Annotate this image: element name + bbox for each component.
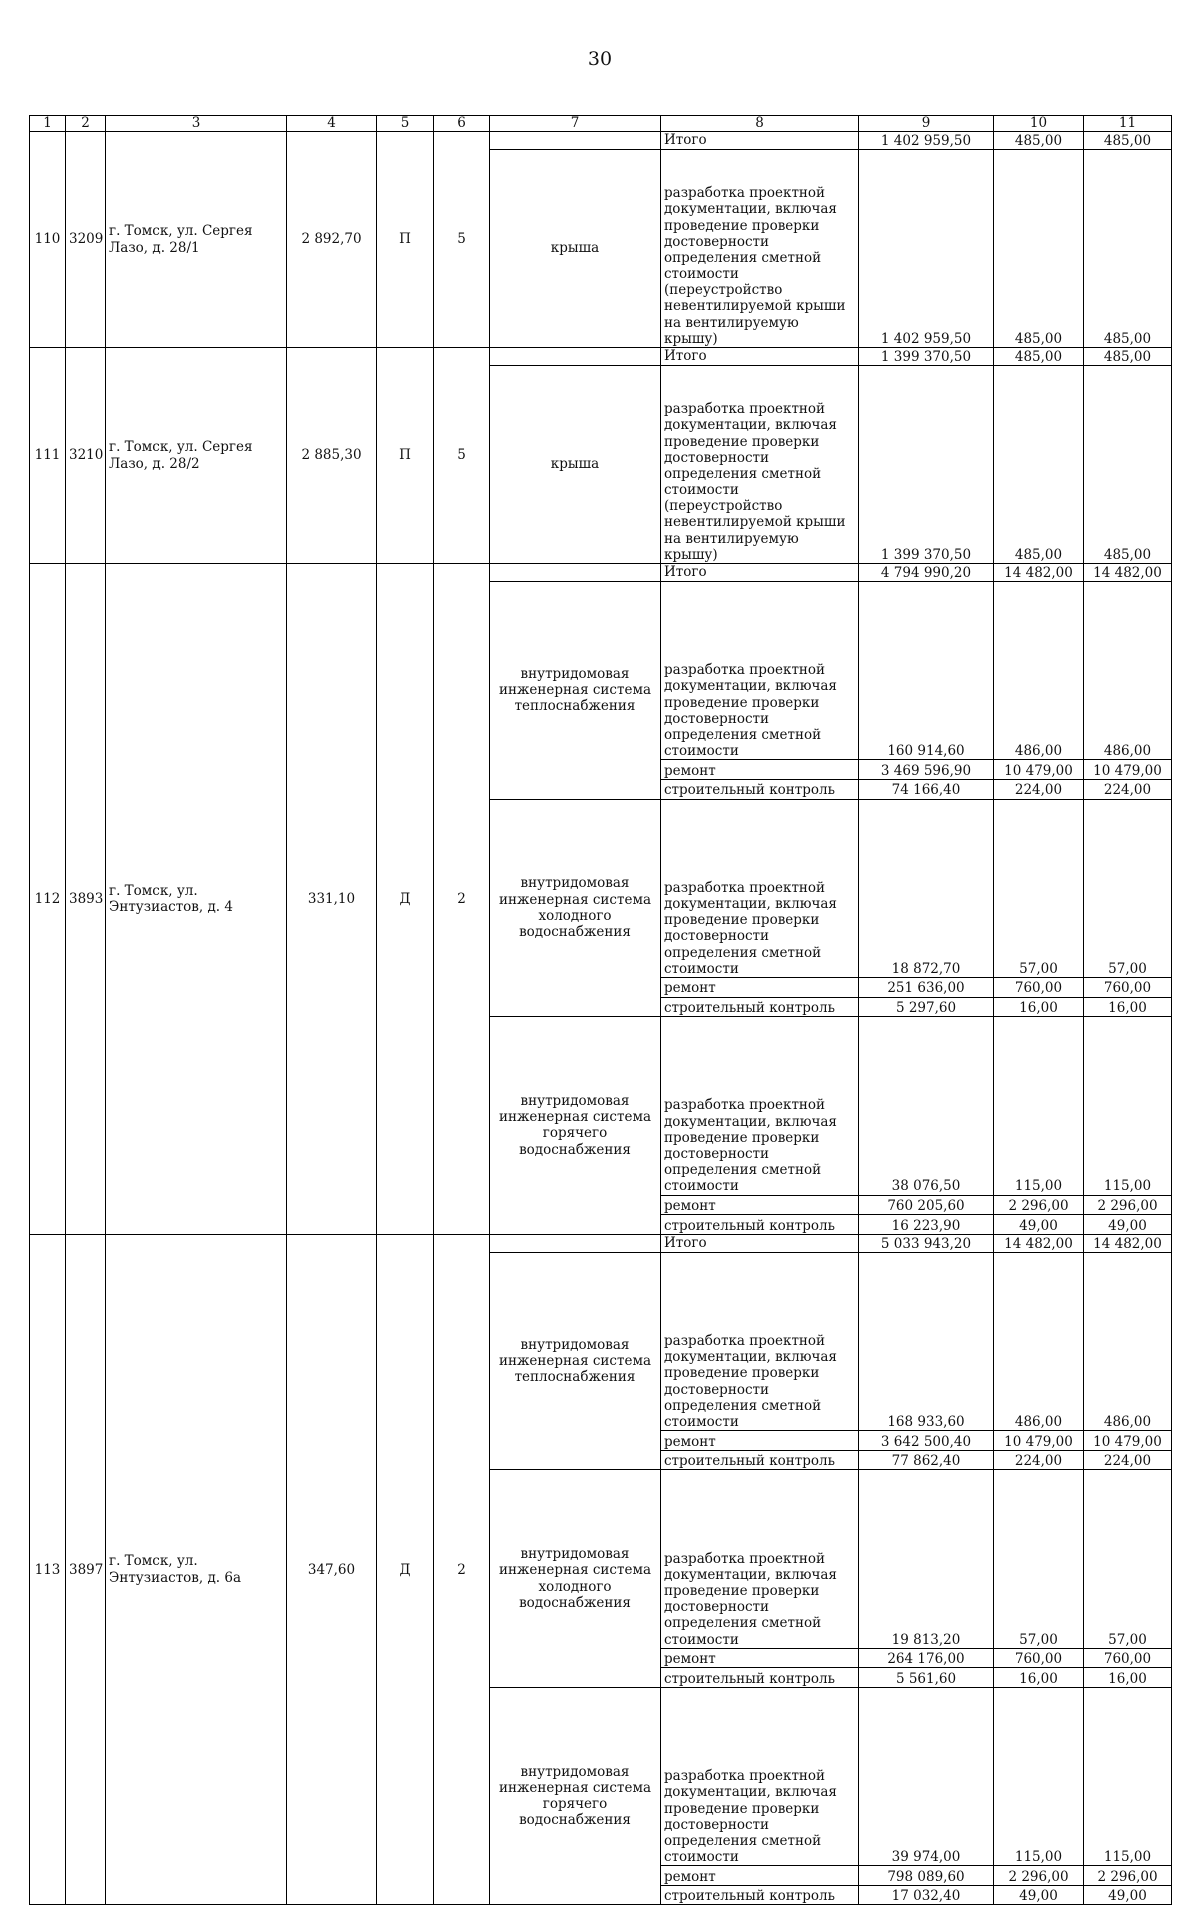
work-type: строительный контроль [661, 1668, 859, 1688]
column-number: 1 [30, 116, 66, 132]
work-cost: 39 974,00 [859, 1687, 994, 1865]
column-number: 9 [859, 116, 994, 132]
work-per-m2: 485,00 [994, 366, 1084, 564]
work-per-m2: 224,00 [994, 1450, 1084, 1470]
work-per-m2: 224,00 [994, 779, 1084, 799]
column-number: 2 [66, 116, 106, 132]
column-number: 3 [106, 116, 287, 132]
row-number: 112 [30, 564, 66, 1235]
work-per-m2-max: 485,00 [1084, 366, 1172, 564]
page-number: 30 [587, 48, 613, 70]
work-per-m2: 49,00 [994, 1885, 1084, 1905]
work-per-m2: 10 479,00 [994, 760, 1084, 780]
house-address: г. Томск, ул. Сергея Лазо, д. 28/2 [106, 348, 287, 564]
column-number: 4 [287, 116, 377, 132]
column-number: 6 [434, 116, 490, 132]
work-per-m2-max: 485,00 [1084, 150, 1172, 348]
system-name: внутридомовая инженерная система теплоснабжения [490, 1252, 661, 1470]
house-area: 331,10 [287, 564, 377, 1235]
work-per-m2-max: 115,00 [1084, 1687, 1172, 1865]
table-row [30, 348, 1172, 366]
floor-count: 2 [434, 564, 490, 1235]
repair-schedule-table [29, 115, 1172, 1905]
system-name: внутридомовая инженерная система холодного водоснабжения [490, 799, 661, 1017]
row-number: 110 [30, 132, 66, 348]
house-address: г. Томск, ул. Сергея Лазо, д. 28/1 [106, 132, 287, 348]
work-per-m2: 115,00 [994, 1017, 1084, 1195]
system-name: внутридомовая инженерная система горячего водоснабжения [490, 1017, 661, 1235]
work-cost: 3 642 500,40 [859, 1431, 994, 1451]
system-name: крыша [490, 366, 661, 564]
work-cost: 38 076,50 [859, 1017, 994, 1195]
total-cost: 5 033 943,20 [859, 1234, 994, 1252]
work-type: ремонт [661, 1431, 859, 1451]
work-per-m2: 2 296,00 [994, 1195, 1084, 1215]
house-code: 3210 [66, 348, 106, 564]
total-per-m2-max: 485,00 [1084, 348, 1172, 366]
work-per-m2-max: 486,00 [1084, 1252, 1172, 1430]
work-type: строительный контроль [661, 1450, 859, 1470]
column-number: 8 [661, 116, 859, 132]
total-label: Итого [661, 1234, 859, 1252]
system-cell-empty [490, 132, 661, 150]
wall-material: П [377, 348, 434, 564]
total-cost: 1 402 959,50 [859, 132, 994, 150]
work-cost: 1 402 959,50 [859, 150, 994, 348]
system-name: внутридомовая инженерная система холодного водоснабжения [490, 1470, 661, 1688]
work-per-m2: 10 479,00 [994, 1431, 1084, 1451]
total-per-m2-max: 485,00 [1084, 132, 1172, 150]
work-cost: 264 176,00 [859, 1648, 994, 1668]
work-cost: 5 561,60 [859, 1668, 994, 1688]
work-per-m2-max: 57,00 [1084, 1470, 1172, 1648]
work-cost: 168 933,60 [859, 1252, 994, 1430]
work-type: ремонт [661, 1648, 859, 1668]
work-type: ремонт [661, 1866, 859, 1886]
column-number-row [30, 116, 1172, 132]
total-per-m2: 485,00 [994, 132, 1084, 150]
house-area: 347,60 [287, 1234, 377, 1905]
system-cell-empty [490, 564, 661, 582]
work-per-m2-max: 486,00 [1084, 582, 1172, 760]
house-address: г. Томск, ул. Энтузиастов, д. 6а [106, 1234, 287, 1905]
house-address: г. Томск, ул. Энтузиастов, д. 4 [106, 564, 287, 1235]
table-row [30, 1234, 1172, 1252]
work-type: разработка проектной документации, включая проведение проверки достоверности определения сметной стоимости (переустройство невентилируемой крыши на вентилируемую крышу) [661, 366, 859, 564]
total-label: Итого [661, 348, 859, 366]
work-per-m2: 16,00 [994, 1668, 1084, 1688]
work-type: ремонт [661, 1195, 859, 1215]
system-cell-empty [490, 1234, 661, 1252]
work-type: разработка проектной документации, включая проведение проверки достоверности определения сметной стоимости [661, 799, 859, 977]
work-per-m2-max: 224,00 [1084, 1450, 1172, 1470]
house-code: 3897 [66, 1234, 106, 1905]
wall-material: Д [377, 564, 434, 1235]
system-cell-empty [490, 348, 661, 366]
work-type: разработка проектной документации, включая проведение проверки достоверности определения сметной стоимости [661, 1687, 859, 1865]
work-type: строительный контроль [661, 1885, 859, 1905]
work-cost: 74 166,40 [859, 779, 994, 799]
wall-material: П [377, 132, 434, 348]
work-type: ремонт [661, 760, 859, 780]
column-number: 11 [1084, 116, 1172, 132]
total-per-m2: 14 482,00 [994, 564, 1084, 582]
work-type: разработка проектной документации, включая проведение проверки достоверности определения сметной стоимости [661, 1470, 859, 1648]
total-per-m2-max: 14 482,00 [1084, 1234, 1172, 1252]
work-type: разработка проектной документации, включая проведение проверки достоверности определения сметной стоимости [661, 582, 859, 760]
total-per-m2: 485,00 [994, 348, 1084, 366]
table-row [30, 564, 1172, 582]
system-name: внутридомовая инженерная система теплоснабжения [490, 582, 661, 800]
work-per-m2-max: 224,00 [1084, 779, 1172, 799]
work-cost: 3 469 596,90 [859, 760, 994, 780]
work-type: разработка проектной документации, включая проведение проверки достоверности определения сметной стоимости [661, 1252, 859, 1430]
work-cost: 77 862,40 [859, 1450, 994, 1470]
work-per-m2-max: 2 296,00 [1084, 1195, 1172, 1215]
column-number: 10 [994, 116, 1084, 132]
work-per-m2: 760,00 [994, 977, 1084, 997]
work-per-m2-max: 760,00 [1084, 977, 1172, 997]
work-per-m2-max: 760,00 [1084, 1648, 1172, 1668]
work-cost: 16 223,90 [859, 1215, 994, 1235]
house-area: 2 885,30 [287, 348, 377, 564]
total-cost: 1 399 370,50 [859, 348, 994, 366]
table-body [30, 116, 1172, 1905]
work-per-m2: 49,00 [994, 1215, 1084, 1235]
house-code: 3209 [66, 132, 106, 348]
work-type: ремонт [661, 977, 859, 997]
work-per-m2-max: 10 479,00 [1084, 1431, 1172, 1451]
total-per-m2: 14 482,00 [994, 1234, 1084, 1252]
work-per-m2-max: 16,00 [1084, 997, 1172, 1017]
work-type: разработка проектной документации, включая проведение проверки достоверности определения сметной стоимости [661, 1017, 859, 1195]
work-per-m2: 486,00 [994, 1252, 1084, 1430]
work-per-m2: 57,00 [994, 1470, 1084, 1648]
work-per-m2-max: 16,00 [1084, 1668, 1172, 1688]
row-number: 113 [30, 1234, 66, 1905]
work-per-m2: 485,00 [994, 150, 1084, 348]
work-cost: 5 297,60 [859, 997, 994, 1017]
work-per-m2: 2 296,00 [994, 1866, 1084, 1886]
work-type: строительный контроль [661, 1215, 859, 1235]
work-per-m2-max: 10 479,00 [1084, 760, 1172, 780]
floor-count: 5 [434, 132, 490, 348]
work-cost: 160 914,60 [859, 582, 994, 760]
system-name: внутридомовая инженерная система горячего водоснабжения [490, 1687, 661, 1905]
work-cost: 251 636,00 [859, 977, 994, 997]
total-per-m2-max: 14 482,00 [1084, 564, 1172, 582]
work-cost: 760 205,60 [859, 1195, 994, 1215]
work-type: строительный контроль [661, 997, 859, 1017]
total-label: Итого [661, 132, 859, 150]
work-per-m2-max: 57,00 [1084, 799, 1172, 977]
work-per-m2: 16,00 [994, 997, 1084, 1017]
work-per-m2-max: 49,00 [1084, 1885, 1172, 1905]
floor-count: 5 [434, 348, 490, 564]
work-type: строительный контроль [661, 779, 859, 799]
work-type: разработка проектной документации, включая проведение проверки достоверности определения сметной стоимости (переустройство невентилируемой крыши на вентилируемую крышу) [661, 150, 859, 348]
work-cost: 798 089,60 [859, 1866, 994, 1886]
work-per-m2: 486,00 [994, 582, 1084, 760]
total-label: Итого [661, 564, 859, 582]
work-cost: 17 032,40 [859, 1885, 994, 1905]
work-per-m2: 115,00 [994, 1687, 1084, 1865]
work-per-m2: 760,00 [994, 1648, 1084, 1668]
work-per-m2: 57,00 [994, 799, 1084, 977]
wall-material: Д [377, 1234, 434, 1905]
total-cost: 4 794 990,20 [859, 564, 994, 582]
table-row [30, 132, 1172, 150]
floor-count: 2 [434, 1234, 490, 1905]
work-cost: 19 813,20 [859, 1470, 994, 1648]
column-number: 7 [490, 116, 661, 132]
row-number: 111 [30, 348, 66, 564]
work-per-m2-max: 49,00 [1084, 1215, 1172, 1235]
work-per-m2-max: 2 296,00 [1084, 1866, 1172, 1886]
work-cost: 18 872,70 [859, 799, 994, 977]
column-number: 5 [377, 116, 434, 132]
work-per-m2-max: 115,00 [1084, 1017, 1172, 1195]
system-name: крыша [490, 150, 661, 348]
work-cost: 1 399 370,50 [859, 366, 994, 564]
house-code: 3893 [66, 564, 106, 1235]
house-area: 2 892,70 [287, 132, 377, 348]
